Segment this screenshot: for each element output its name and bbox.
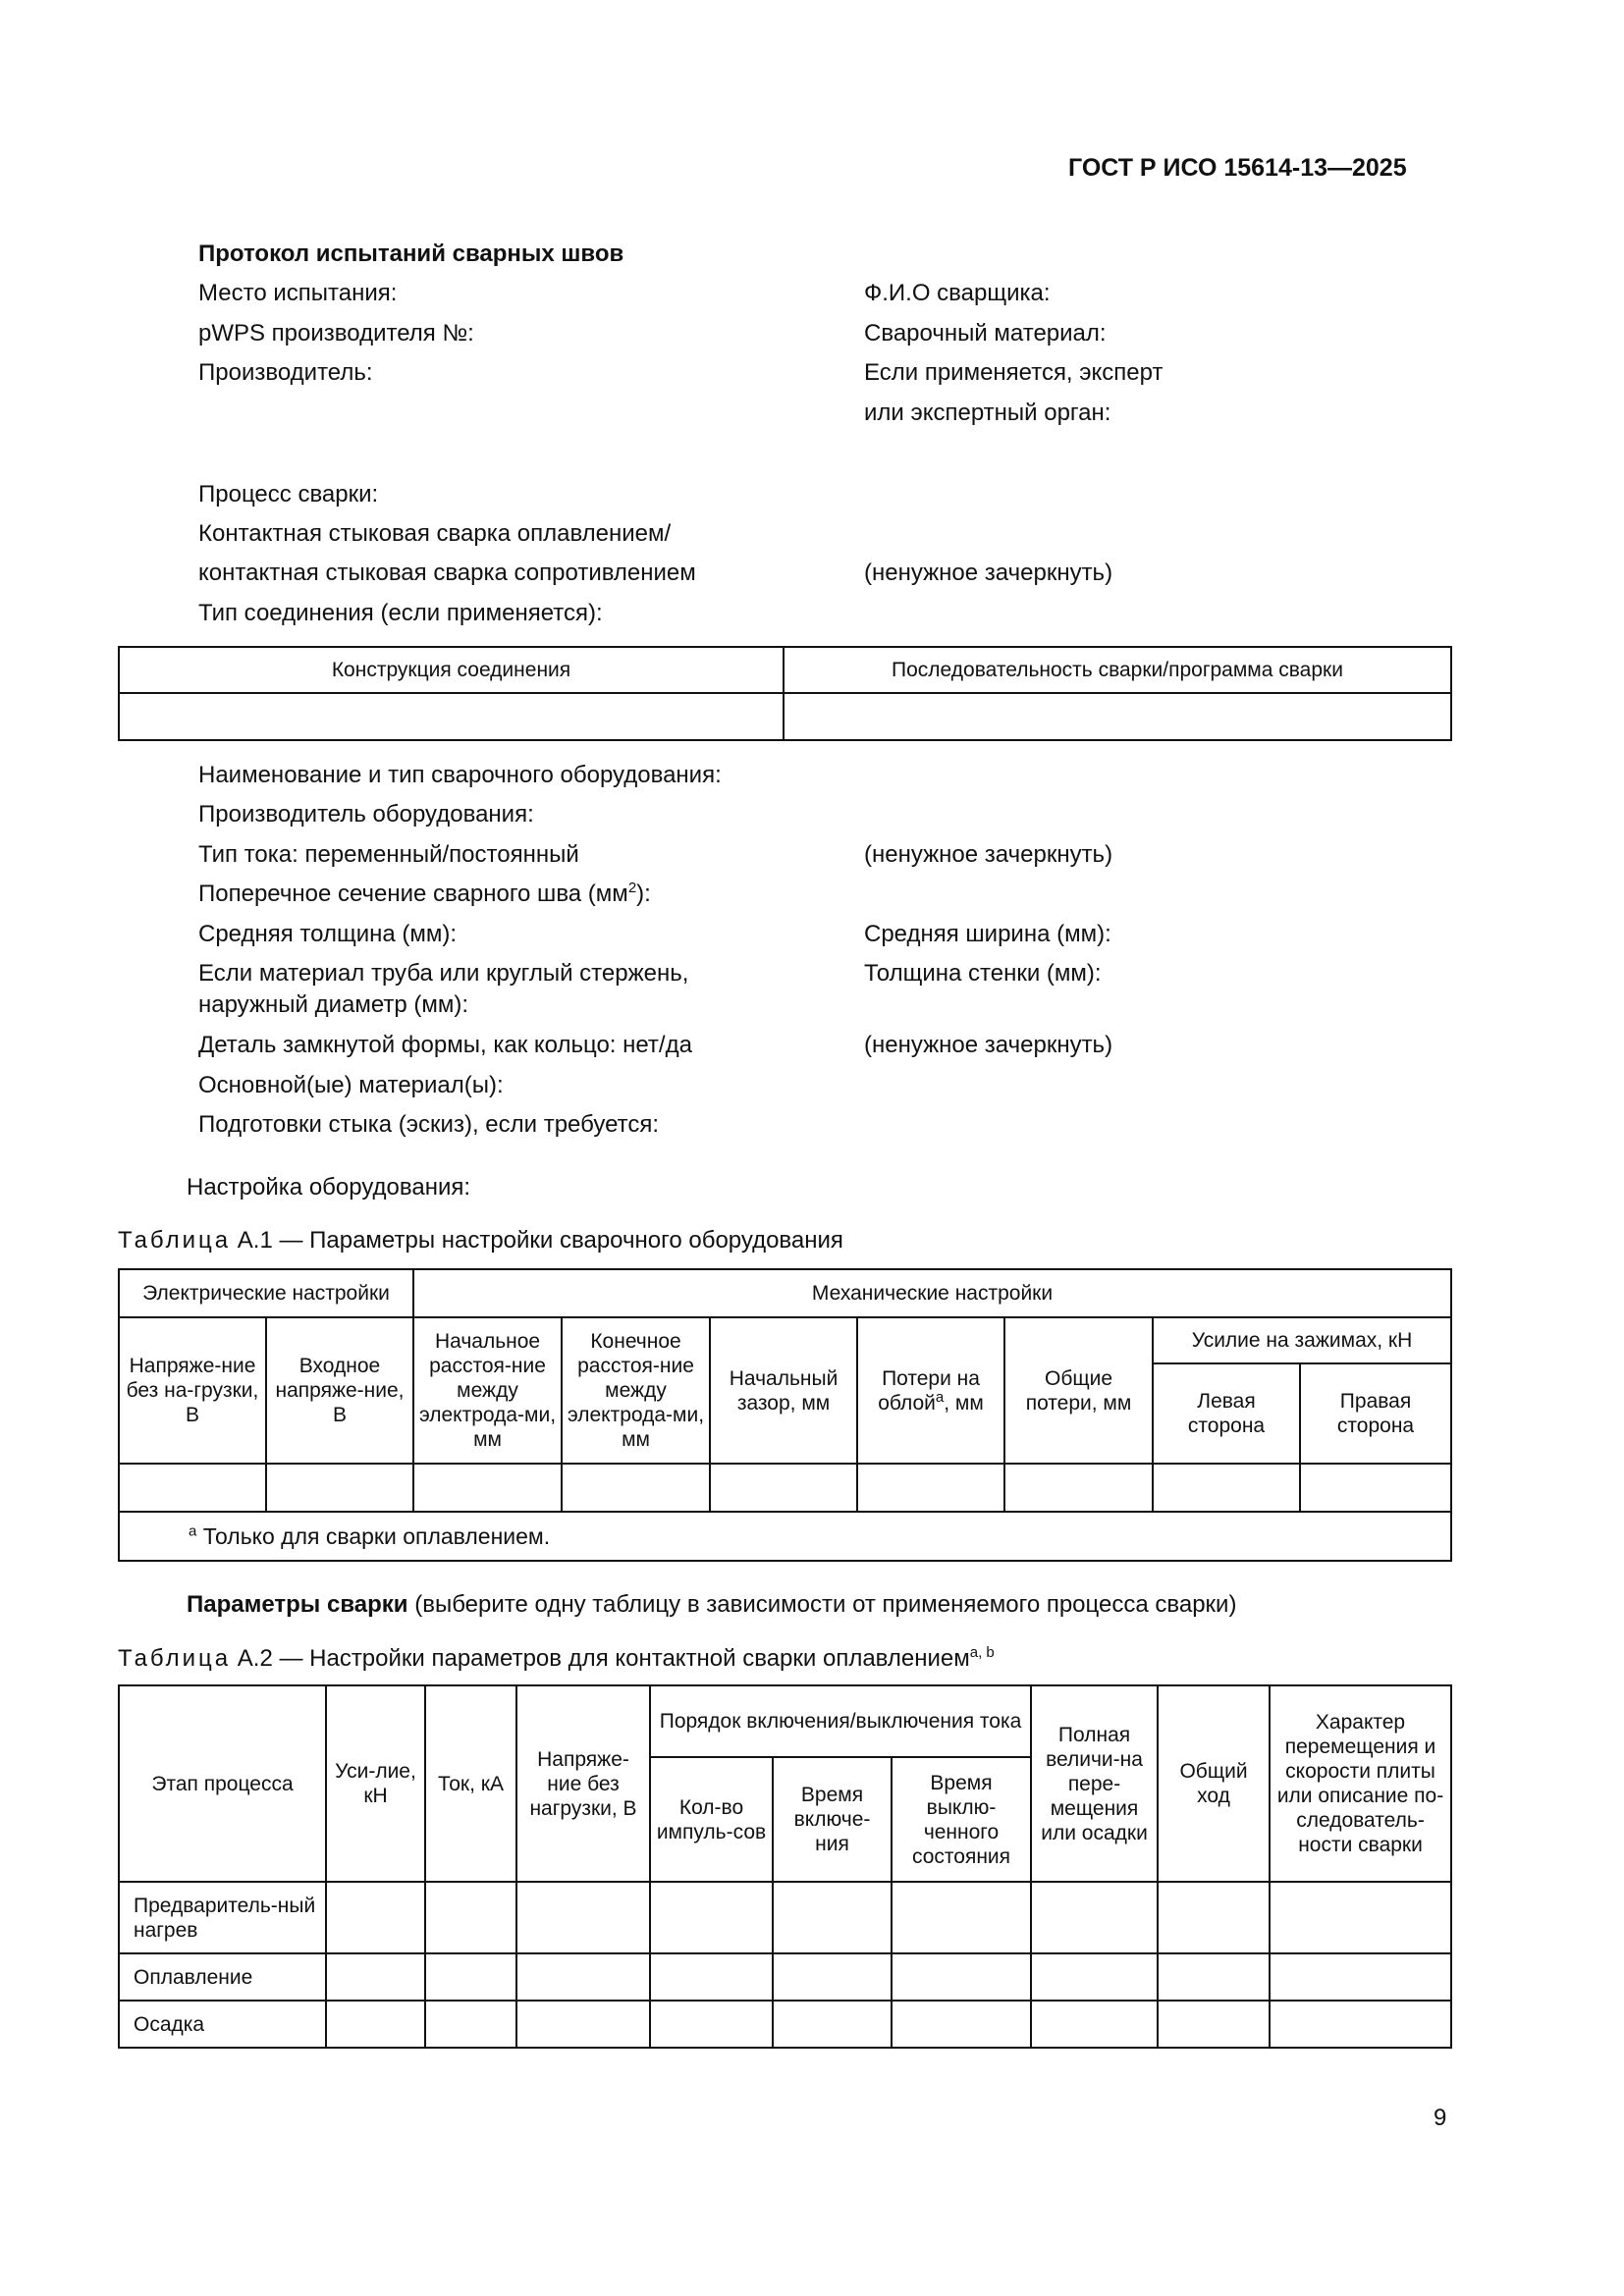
right-side-header: Правая сторона	[1300, 1363, 1451, 1464]
table-a2-cell[interactable]	[773, 1953, 892, 2001]
process-label: Процесс сварки:	[198, 481, 379, 507]
mechanical-settings-header: Механические настройки	[413, 1269, 1451, 1317]
stage-flashing: Оплавление	[119, 1953, 326, 2001]
final-distance-header: Конечное расстоя-ние между электрода-ми, мм	[562, 1317, 710, 1464]
table-a1-cell[interactable]	[1300, 1464, 1451, 1512]
table-a1	[118, 1268, 1452, 1562]
examiner-label-1: Если применяется, эксперт	[864, 359, 1164, 386]
ring-label: Деталь замкнутой формы, как кольцо: нет/да	[198, 1032, 692, 1058]
joint-prep-label: Подготовки стыка (эскиз), если требуется:	[198, 1111, 660, 1138]
standard-header: ГОСТ Р ИСО 15614-13—2025	[1068, 154, 1407, 182]
total-travel-header: Полная величи-на пере-мещения или осадки	[1031, 1685, 1158, 1882]
table-a2-cell[interactable]	[892, 1882, 1031, 1953]
table-a1-cell[interactable]	[119, 1464, 266, 1512]
table-a2-cell[interactable]	[650, 1882, 773, 1953]
table-a2-cell[interactable]	[1031, 1882, 1158, 1953]
on-time-header: Время включе-ния	[773, 1757, 892, 1882]
stage-preheat: Предваритель-ный нагрев	[119, 1882, 326, 1953]
welding-sequence-cell[interactable]	[784, 693, 1451, 740]
initial-gap-header: Начальный зазор, мм	[710, 1317, 857, 1464]
table-a1-cell[interactable]	[413, 1464, 562, 1512]
switching-order-header: Порядок включения/выключения тока	[650, 1685, 1031, 1757]
welding-sequence-header: Последовательность сварки/программа сварки	[784, 647, 1451, 693]
table-a2-cell[interactable]	[1270, 1953, 1451, 2001]
current-type-label: Тип тока: переменный/постоянный	[198, 841, 579, 868]
table-a1-cell[interactable]	[1004, 1464, 1153, 1512]
pipe-line-1: Если материал труба или круглый стержень,	[198, 960, 689, 987]
table-a2-cell[interactable]	[1270, 2001, 1451, 2048]
table-a1-cell[interactable]	[857, 1464, 1004, 1512]
table-a1-caption: Таблица А.1 — Параметры настройки сварочного оборудования	[118, 1227, 843, 1254]
avg-thickness-label: Средняя толщина (мм):	[198, 921, 458, 947]
table-a2-cell[interactable]	[1270, 1882, 1451, 1953]
table-a2-cell[interactable]	[425, 2001, 516, 2048]
examiner-label-2: или экспертный орган:	[864, 400, 1111, 426]
consumable-label: Сварочный материал:	[864, 320, 1107, 347]
process-line-1: Контактная стыковая сварка оплавлением/	[198, 520, 672, 547]
table-a2-cell[interactable]	[1158, 1882, 1270, 1953]
welder-name-label: Ф.И.О сварщика:	[864, 280, 1051, 306]
left-side-header: Левая сторона	[1153, 1363, 1300, 1464]
equipment-setup-label: Настройка оборудования:	[187, 1174, 471, 1201]
current-strike-note: (ненужное зачеркнуть)	[864, 841, 1113, 868]
table-a2-cell[interactable]	[425, 1882, 516, 1953]
table-a2-cell[interactable]	[650, 1953, 773, 2001]
table-a2-cell[interactable]	[773, 2001, 892, 2048]
joint-design-cell[interactable]	[119, 693, 784, 740]
table-a2-cell[interactable]	[516, 2001, 650, 2048]
cross-section-label: Поперечное сечение сварного шва $(мм^2)$:	[198, 880, 651, 907]
table-a2-cell[interactable]	[1158, 1953, 1270, 2001]
plate-motion-header: Характер перемещения и скорости плиты или описание по-следователь-ности сварки	[1270, 1685, 1451, 1882]
table-a1-cell[interactable]	[266, 1464, 413, 1512]
table-a2-cell[interactable]	[892, 2001, 1031, 2048]
table-a2-cell[interactable]	[892, 1953, 1031, 2001]
clamp-force-header: Усилие на зажимах, кН	[1153, 1317, 1451, 1363]
table-a2-cell[interactable]	[1158, 2001, 1270, 2048]
current-header: Ток, кА	[425, 1685, 516, 1882]
table-a2	[118, 1684, 1452, 2049]
no-load-voltage-header: Напряже-ние без на-грузки, В	[119, 1317, 266, 1464]
base-material-label: Основной(ые) материал(ы):	[198, 1072, 504, 1098]
equipment-name-label: Наименование и тип сварочного оборудования:	[198, 762, 722, 788]
table-a1-cell[interactable]	[1153, 1464, 1300, 1512]
ring-strike-note: (ненужное зачеркнуть)	[864, 1032, 1113, 1058]
table-a2-cell[interactable]	[650, 2001, 773, 2048]
table-a2-cell[interactable]	[773, 1882, 892, 1953]
wall-thickness-label: Толщина стенки (мм):	[864, 960, 1102, 987]
table-a2-cell[interactable]	[326, 1953, 425, 2001]
process-strike-note: (ненужное зачеркнуть)	[864, 560, 1113, 586]
avg-width-label: Средняя ширина (мм):	[864, 921, 1111, 947]
table-a2-caption: Таблица А.2 — Настройки параметров для контактной сварки оплавлением$^{a, b}$	[118, 1644, 995, 1672]
table-a2-cell[interactable]	[1031, 1953, 1158, 2001]
pulse-count-header: Кол-во импуль-сов	[650, 1757, 773, 1882]
page-number: 9	[1434, 2105, 1447, 2131]
welding-params-label: Параметры сварки (выберите одну таблицу в зависимости от применяемого процесса сварки)	[187, 1591, 1237, 1618]
input-voltage-header: Входное напряже-ние, В	[266, 1317, 413, 1464]
flash-loss-header: Потери на облой$^a$, мм	[857, 1317, 1004, 1464]
table-a2-cell[interactable]	[516, 1953, 650, 2001]
test-location-label: Место испытания:	[198, 280, 398, 306]
electrical-settings-header: Электрические настройки	[119, 1269, 413, 1317]
table-a2-cell[interactable]	[326, 2001, 425, 2048]
off-time-header: Время выклю-ченного состояния	[892, 1757, 1031, 1882]
protocol-title: Протокол испытаний сварных швов	[198, 240, 624, 267]
force-header: Уси-лие, кН	[326, 1685, 425, 1882]
equipment-maker-label: Производитель оборудования:	[198, 801, 534, 828]
table-a2-cell[interactable]	[1031, 2001, 1158, 2048]
total-stroke-header: Общий ход	[1158, 1685, 1270, 1882]
table-a1-cell[interactable]	[562, 1464, 710, 1512]
process-line-2: контактная стыковая сварка сопротивлением	[198, 560, 696, 586]
joint-type-label: Тип соединения (если применяется):	[198, 600, 603, 626]
table-a2-cell[interactable]	[425, 1953, 516, 2001]
table-a2-cell[interactable]	[516, 1882, 650, 1953]
pipe-line-2: наружный диаметр (мм):	[198, 991, 469, 1018]
table-a1-footnote: $^a$ Только для сварки оплавлением.	[119, 1512, 1451, 1561]
process-stage-header: Этап процесса	[119, 1685, 326, 1882]
stage-upset: Осадка	[119, 2001, 326, 2048]
manufacturer-label: Производитель:	[198, 359, 373, 386]
initial-distance-header: Начальное расстоя-ние между электрода-ми, мм	[413, 1317, 562, 1464]
voltage-header: Напряже-ние без нагрузки, В	[516, 1685, 650, 1882]
total-loss-header: Общие потери, мм	[1004, 1317, 1153, 1464]
joint-design-header: Конструкция соединения	[119, 647, 784, 693]
table-a1-cell[interactable]	[710, 1464, 857, 1512]
table-a2-cell[interactable]	[326, 1882, 425, 1953]
pwps-label: pWPS производителя №:	[198, 320, 474, 347]
joint-table	[118, 646, 1452, 741]
